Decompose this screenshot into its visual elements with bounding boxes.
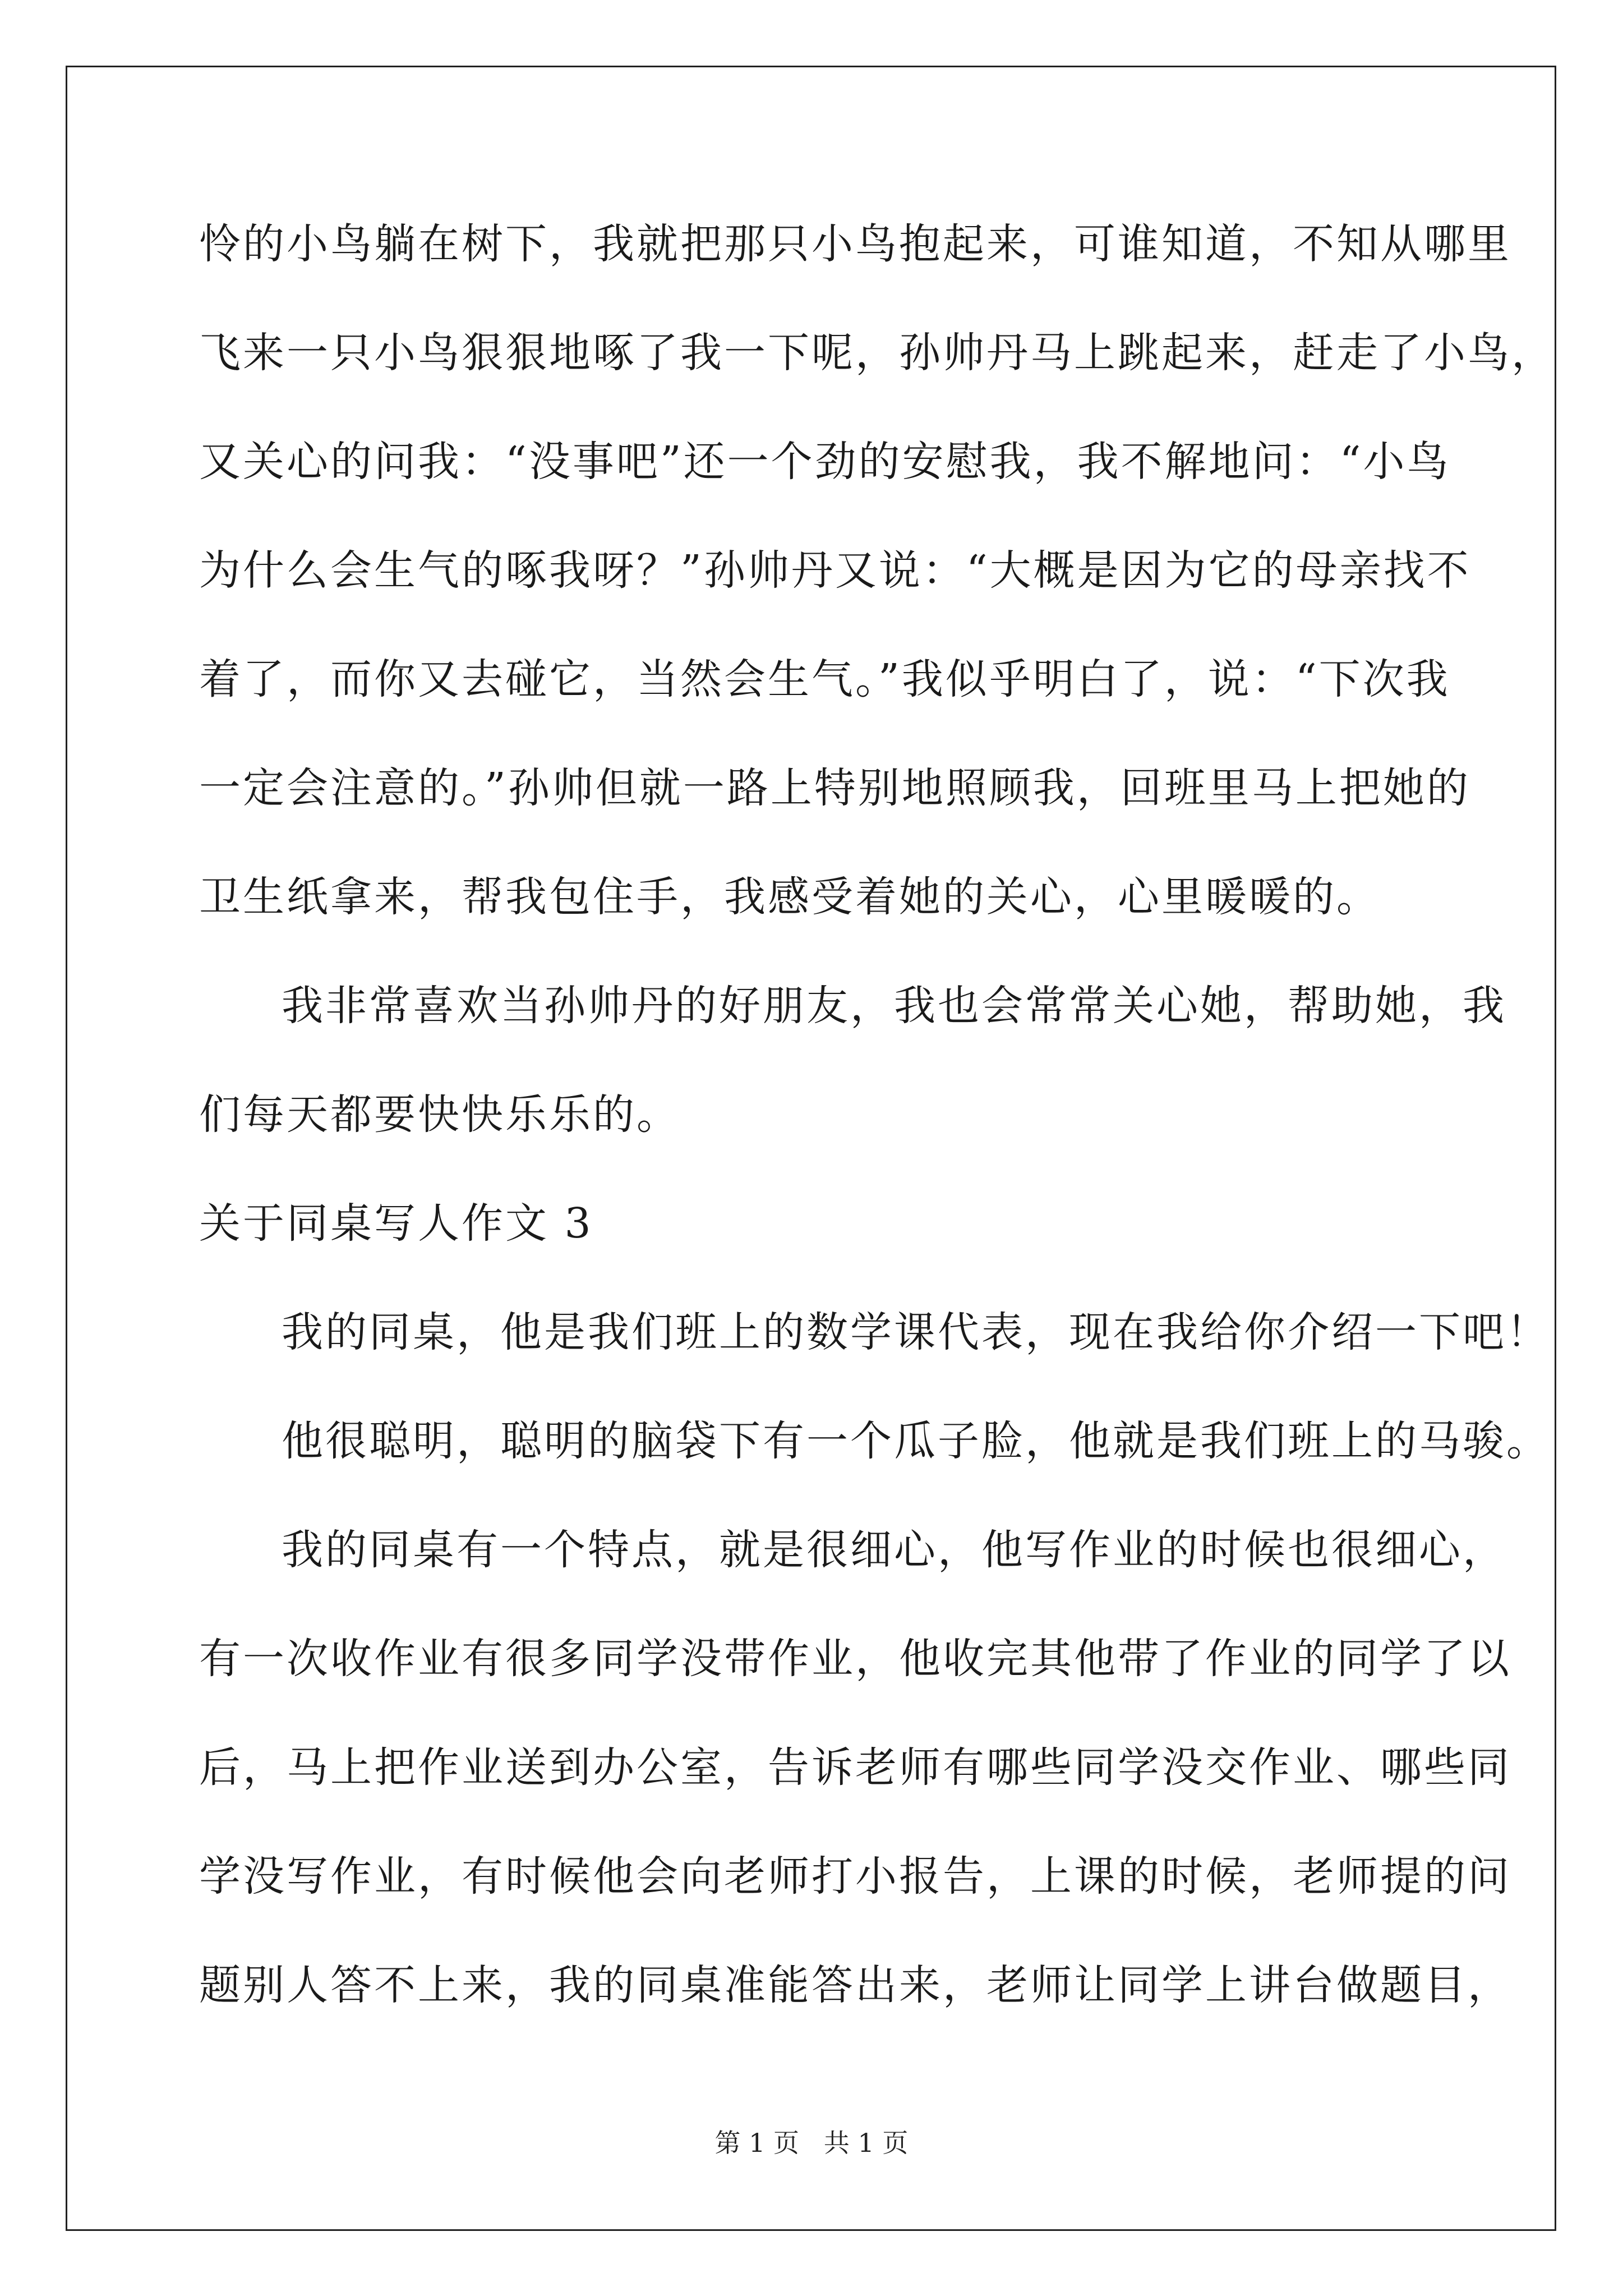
page-border	[66, 66, 1556, 2231]
text-line: 题别人答不上来，我的同桌准能答出来，老师让同学上讲台做题目，	[199, 1961, 1511, 2009]
text-line: 为什么会生气的啄我呀？”孙帅丹又说：“大概是因为它的母亲找不	[199, 546, 1471, 595]
text-line: 学没写作业，有时候他会向老师打小报告，上课的时候，老师提的问	[199, 1852, 1511, 1901]
section-heading: 关于同桌写人作文 3	[199, 1199, 593, 1248]
text-line: 们每天都要快快乐乐的。	[199, 1091, 680, 1139]
text-line: 后，马上把作业送到办公室，告诉老师有哪些同学没交作业、哪些同	[199, 1743, 1511, 1792]
text-line: 又关心的问我：“没事吧”还一个劲的安慰我，我不解地问：“小鸟	[199, 438, 1451, 486]
text-line: 卫生纸拿来，帮我包住手，我感受着她的关心，心里暖暖的。	[199, 873, 1380, 921]
page-number-footer: 第 1 页 共 1 页	[714, 2128, 909, 2158]
paragraph-start-line: 我的同桌，他是我们班上的数学课代表，现在我给你介绍一下吧！	[282, 1308, 1550, 1356]
paragraph-start-line: 我的同桌有一个特点，就是很细心，他写作业的时候也很细心，	[282, 1526, 1506, 1574]
text-line: 一定会注意的。”孙帅但就一路上特别地照顾我，回班里马上把她的	[199, 764, 1470, 812]
text-line: 着了，而你又去碰它，当然会生气。”我似乎明白了，说：“下次我	[199, 655, 1450, 703]
text-line: 有一次收作业有很多同学没带作业，他收完其他带了作业的同学了以	[199, 1635, 1511, 1683]
text-line: 怜的小鸟躺在树下，我就把那只小鸟抱起来，可谁知道，不知从哪里	[199, 220, 1511, 268]
paragraph-start-line: 我非常喜欢当孙帅丹的好朋友，我也会常常关心她，帮助她，我	[282, 982, 1506, 1030]
paragraph-start-line: 他很聪明，聪明的脑袋下有一个瓜子脸，他就是我们班上的马骏。	[282, 1417, 1550, 1465]
text-line: 飞来一只小鸟狠狠地啄了我一下呢，孙帅丹马上跳起来，赶走了小鸟，	[199, 329, 1555, 377]
